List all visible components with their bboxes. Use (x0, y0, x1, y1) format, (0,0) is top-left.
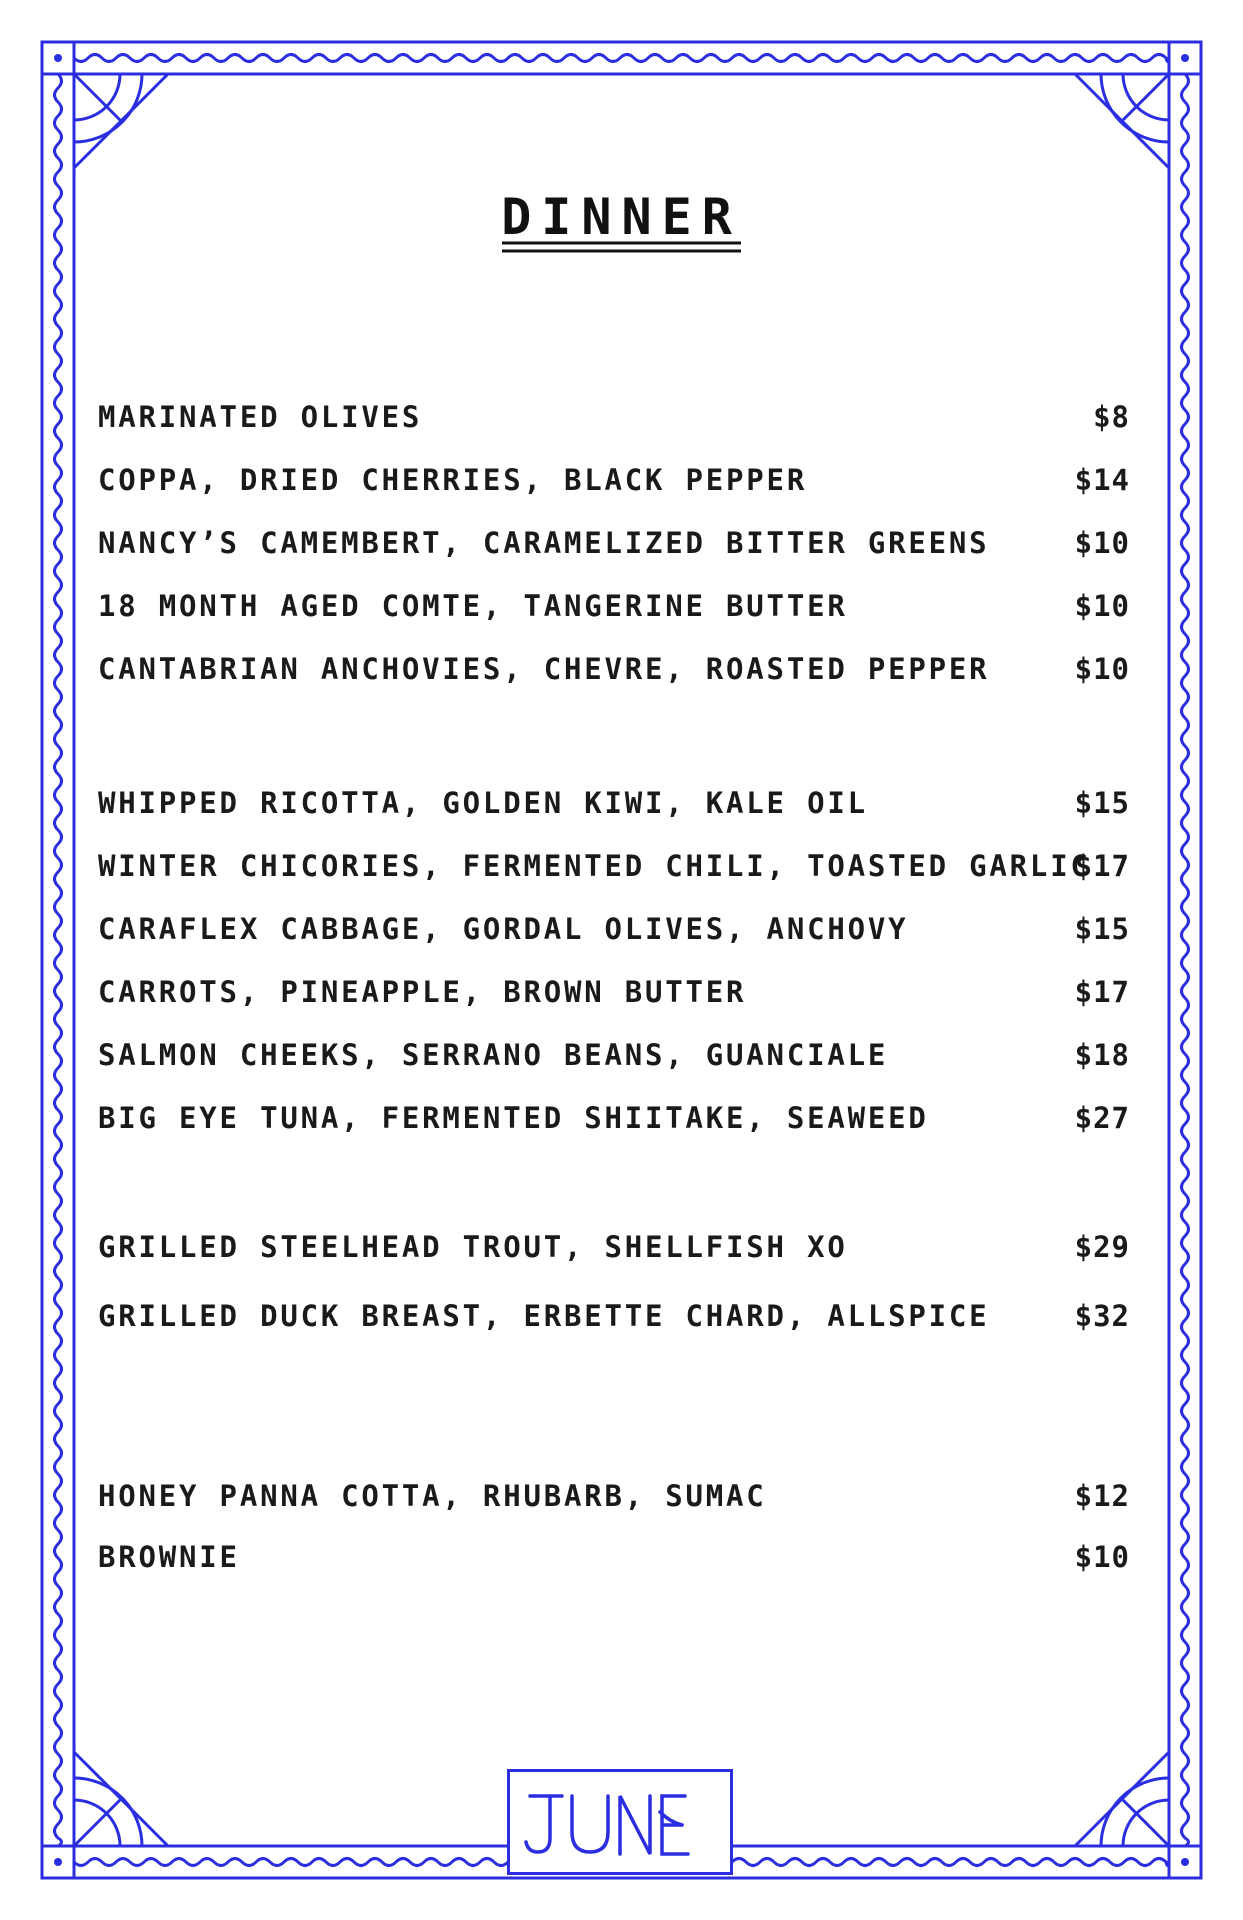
menu-item-price: $17 (1074, 975, 1130, 1009)
menu-item-name: MARINATED OLIVES (98, 400, 423, 434)
corner-ornament-bottom-left (74, 1752, 168, 1846)
left-wave-border (55, 74, 62, 1846)
menu-item-price: $18 (1074, 1038, 1130, 1072)
top-wave-border (74, 55, 1169, 62)
menu-item-price: $17 (1074, 849, 1130, 883)
menu-item-name: HONEY PANNA COTTA, RHUBARB, SUMAC (98, 1479, 767, 1513)
menu-item-price: $10 (1074, 589, 1130, 623)
menu-item-name: CANTABRIAN ANCHOVIES, CHEVRE, ROASTED PEPPER (98, 652, 990, 686)
right-wave-border (1182, 74, 1189, 1846)
menu-item-price: $8 (1093, 400, 1130, 434)
menu-item-price: $10 (1074, 526, 1130, 560)
menu-item-name: CARAFLEX CABBAGE, GORDAL OLIVES, ANCHOVY (98, 912, 909, 946)
menu-title: DINNER (501, 188, 742, 246)
menu-item-name: GRILLED DUCK BREAST, ERBETTE CHARD, ALLSPICE (98, 1299, 990, 1333)
menu-item-price: $10 (1074, 652, 1130, 686)
menu-item-name: 18 MONTH AGED COMTE, TANGERINE BUTTER (98, 589, 848, 623)
menu-item-price: $29 (1074, 1230, 1130, 1264)
menu-item-price: $14 (1074, 463, 1130, 497)
menu-item-price: $12 (1074, 1479, 1130, 1513)
menu-item-price: $10 (1074, 1540, 1130, 1574)
menu-item-name: BIG EYE TUNA, FERMENTED SHIITAKE, SEAWEED (98, 1101, 929, 1135)
corner-ornament-bottom-right (1075, 1752, 1169, 1846)
menu-item-name: GRILLED STEELHEAD TROUT, SHELLFISH XO (98, 1230, 848, 1264)
menu-item-name: WINTER CHICORIES, FERMENTED CHILI, TOASTED GARLIC (98, 849, 1091, 883)
menu-item-price: $27 (1074, 1101, 1130, 1135)
brand-logo (507, 1769, 733, 1875)
brand-logo-mark (510, 1772, 730, 1872)
menu-item-name: COPPA, DRIED CHERRIES, BLACK PEPPER (98, 463, 808, 497)
menu-item-name: SALMON CHEEKS, SERRANO BEANS, GUANCIALE (98, 1038, 889, 1072)
menu-item-name: BROWNIE (98, 1540, 240, 1574)
corner-ornament-top-left (74, 74, 168, 168)
menu-item-name: WHIPPED RICOTTA, GOLDEN KIWI, KALE OIL (98, 786, 868, 820)
menu-item-price: $15 (1074, 912, 1130, 946)
menu-item-price: $32 (1074, 1299, 1130, 1333)
menu-item-name: NANCY’S CAMEMBERT, CARAMELIZED BITTER GREENS (98, 526, 990, 560)
menu-item-price: $15 (1074, 786, 1130, 820)
corner-ornament-top-right (1075, 74, 1169, 168)
menu-item-name: CARROTS, PINEAPPLE, BROWN BUTTER (98, 975, 747, 1009)
